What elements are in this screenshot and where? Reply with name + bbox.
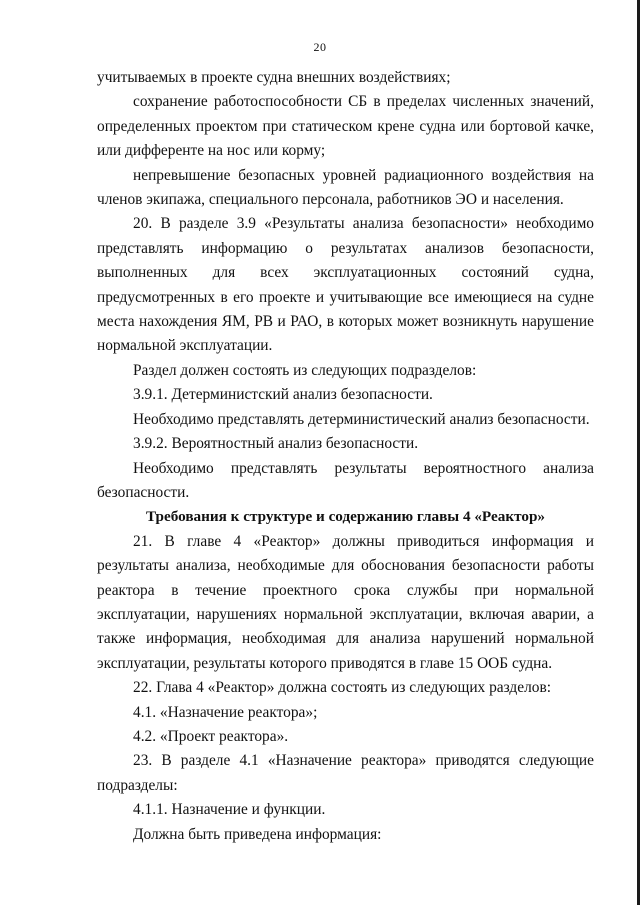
paragraph: непревышение безопасных уровней радиационного воздействия на членов экипажа, специального персонала, работников ЭО и населения. [97,166,594,209]
paragraph: сохранение работоспособности СБ в пределах численных значений, определенных проектом при статическом крене судна или бортовой качке, или дифференте на нос или корму; [97,93,594,160]
paragraph: 3.9.1. Детерминистский анализ безопасности. [133,386,433,404]
paragraph: Необходимо представлять детерминистический анализ безопасности. [133,410,590,428]
page-number: 20 [313,40,327,54]
paragraph: Необходимо представлять результаты вероятностного анализа безопасности. [97,459,594,501]
paragraph: 20. В разделе 3.9 «Результаты анализа безопасности» необходимо представлять информацию о результатах анализов безопасности, выполненных для всех эксплуатационных состояний судна, предусмотренных в его проекте и учитывающие все имеющиеся на судне места нахождения ЯМ, РВ и РАО, в которых может возникнуть нарушение нормальной эксплуатации. [97,215,594,355]
paragraph: 23. В разделе 4.1 «Назначение реактора» приводятся следующие подразделы: [97,752,594,794]
paragraph: 4.2. «Проект реактора». [133,727,289,745]
paragraph: 4.1. «Назначение реактора»; [133,703,318,721]
paragraph: Раздел должен состоять из следующих подразделов: [133,361,477,379]
paragraph: 4.1.1. Назначение и функции. [133,801,326,819]
paragraph: учитываемых в проекте судна внешних воздействиях; [97,69,451,86]
paragraph: 3.9.2. Вероятностный анализ безопасности. [133,435,419,453]
section-heading: Требования к структуре и содержанию главы 4 «Реактор» [146,508,545,526]
paragraph: Должна быть приведена информация: [133,825,382,843]
paragraph: 22. Глава 4 «Реактор» должна состоять из следующих разделов: [133,679,552,697]
paragraph: 21. В главе 4 «Реактор» должны приводиться информация и результаты анализа, необходимые для обоснования безопасности работы реактора в течение проектного срока службы при нормальной эксплуатации, нарушениях нормальной эксплуатации, включая аварии, а также информация, необходимая для анализа нарушений нормальной эксплуатации, результаты которого приводятся в главе 15 ООБ судна. [97,532,594,672]
document-body [97,66,594,847]
